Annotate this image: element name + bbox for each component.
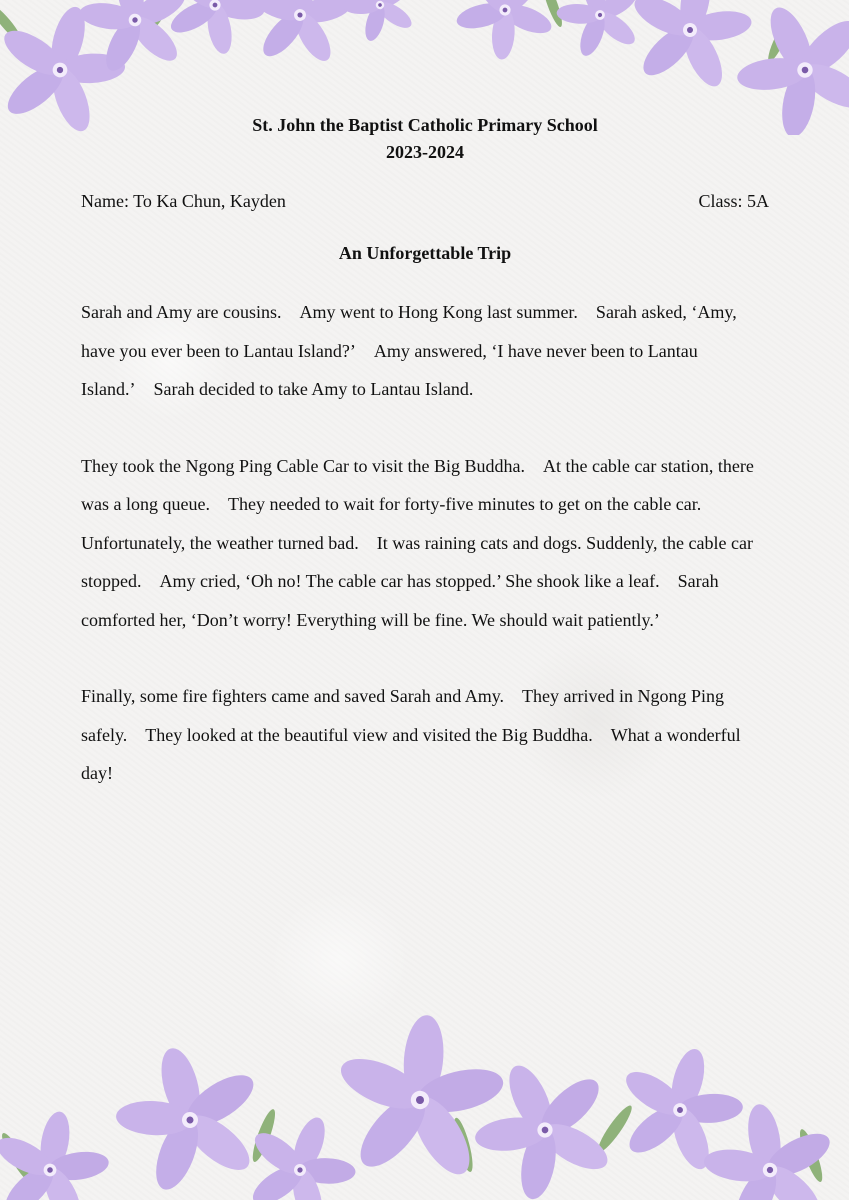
flower-icon [326,1010,514,1188]
school-year: 2023-2024 [386,142,464,162]
bottom-floral-border [0,1010,849,1200]
school-name: St. John the Baptist Catholic Primary School [252,115,598,135]
student-class: Class: 5A [698,191,769,211]
leaf-icon [0,1130,36,1184]
flower-icon [546,0,653,66]
essay-body [81,293,769,793]
flower-icon [332,0,428,51]
essay-paragraph: Finally, some fire fighters came and saved Sarah and Amy. They arrived in Ngong Ping safely. They looked at the beautiful view and visited the Big Buddha. What a wonderful day! [81,686,741,783]
flower-icon [229,1098,373,1200]
essay-title: An Unforgettable Trip [338,243,512,263]
leaf-icon [145,0,178,34]
flower-icon [450,1036,638,1200]
student-info-row [81,190,769,212]
flower-icon [149,0,281,69]
flower-icon [98,1029,281,1200]
leaf-icon [540,0,566,29]
leaf-icon [0,2,25,45]
essay-paragraph: Sarah and Amy are cousins. Amy went to Hong Kong last summer. Sarah asked, ‘Amy, have you ever been to Lantau Island?’ Amy answered, ‘I have never been to Lantau Island.’ Sarah decided to take Amy to Lantau Island. [81,302,737,399]
student-name: Name: To Ka Chun, Kayden [81,191,286,211]
flower-icon [618,0,764,98]
leaf-icon [594,1102,636,1155]
essay-paragraph: They took the Ngong Ping Cable Car to visit the Big Buddha. At the cable car station, there was a long queue. They needed to wait for forty-five minutes to get on the cable car. Unfortunately, the weather turned bad. It was raining cats and dogs. Suddenly, the cable car stopped. Amy cried, ‘Oh no! The cable car has stopped.’ She shook like a leaf. Sarah comforted her, ‘Don’t worry! Everything will be fine. We should wait patiently.’ [81,455,754,630]
flower-icon [436,0,575,78]
leaf-icon [796,1127,826,1184]
leaf-icon [249,1107,279,1164]
flower-icon [242,0,358,69]
flower-icon [69,0,200,82]
flower-icon [603,1033,759,1184]
leaf-icon [450,1116,476,1173]
flower-icon [0,1101,120,1200]
leaf-icon [765,16,794,64]
flower-icon [691,1093,848,1200]
